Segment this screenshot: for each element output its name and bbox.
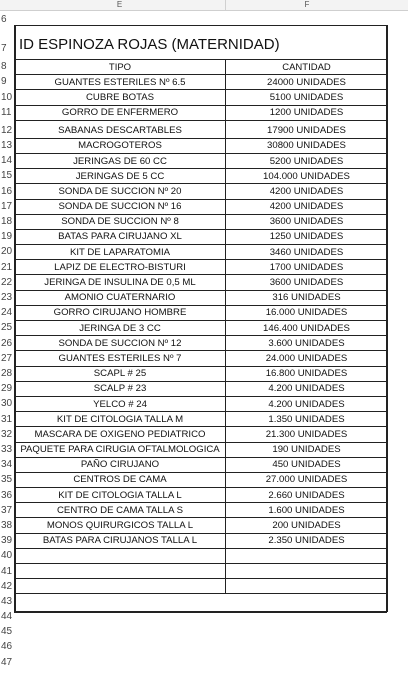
row-number[interactable]: 25 — [1, 322, 13, 334]
data-table — [14, 59, 388, 594]
cell-tipo[interactable]: SCAPL # 25 — [15, 366, 226, 381]
table-row — [15, 548, 388, 563]
cell-cantidad[interactable]: 450 UNIDADES — [226, 457, 388, 472]
cell-tipo[interactable]: PAQUETE PARA CIRUGIA OFTALMOLOGICA — [15, 442, 226, 457]
table-row — [15, 290, 388, 305]
cell-cantidad[interactable]: 5100 UNIDADES — [226, 90, 388, 105]
cell-tipo[interactable]: SONDA DE SUCCION Nº 20 — [15, 184, 226, 199]
table-row — [15, 75, 388, 90]
cell-tipo[interactable]: SABANAS DESCARTABLES — [15, 120, 226, 138]
row-number[interactable]: 15 — [1, 170, 13, 182]
row-number[interactable]: 23 — [1, 292, 13, 303]
header-tipo[interactable]: TIPO — [15, 60, 226, 75]
row-number[interactable]: 34 — [1, 459, 13, 471]
row-number[interactable]: 24 — [1, 307, 13, 319]
table-row — [15, 120, 388, 138]
row-number[interactable]: 30 — [1, 398, 13, 410]
row-number[interactable]: 44 — [1, 611, 13, 622]
cell-cantidad[interactable]: 190 UNIDADES — [226, 442, 388, 457]
cell-cantidad[interactable]: 1.350 UNIDADES — [226, 412, 388, 427]
cell-tipo[interactable] — [15, 579, 226, 594]
sheet-title: ID ESPINOZA ROJAS (MATERNIDAD) — [19, 36, 280, 53]
cell-tipo[interactable]: JERINGA DE 3 CC — [15, 321, 226, 336]
cell-tipo[interactable]: YELCO # 24 — [15, 396, 226, 411]
row-number[interactable]: 33 — [1, 444, 13, 455]
cell-tipo[interactable]: SONDA DE SUCCION Nº 16 — [15, 199, 226, 214]
cell-cantidad[interactable]: 16.000 UNIDADES — [226, 305, 388, 320]
table-row — [15, 396, 388, 411]
row-number[interactable]: 40 — [1, 550, 13, 562]
row-number[interactable]: 17 — [1, 200, 13, 212]
cell-tipo[interactable]: BATAS PARA CIRUJANOS TALLA L — [15, 533, 226, 548]
cell-cantidad[interactable]: 1.600 UNIDADES — [226, 503, 388, 518]
cell-cantidad[interactable]: 104.000 UNIDADES — [226, 169, 388, 184]
cell-cantidad[interactable]: 21.300 UNIDADES — [226, 427, 388, 442]
cell-tipo[interactable]: SONDA DE SUCCION Nº 12 — [15, 336, 226, 351]
cell-cantidad[interactable]: 316 UNIDADES — [226, 290, 388, 305]
cell-cantidad[interactable]: 3600 UNIDADES — [226, 214, 388, 229]
cell-tipo[interactable]: JERINGA DE INSULINA DE 0,5 ML — [15, 275, 226, 290]
cell-cantidad[interactable]: 3.600 UNIDADES — [226, 336, 388, 351]
table-row — [15, 214, 388, 229]
table-row — [15, 503, 388, 518]
cell-cantidad[interactable]: 1250 UNIDADES — [226, 229, 388, 244]
cell-cantidad[interactable]: 3600 UNIDADES — [226, 275, 388, 290]
cell-tipo[interactable]: CUBRE BOTAS — [15, 90, 226, 105]
table-row — [15, 533, 388, 548]
table-row — [15, 245, 388, 260]
cell-tipo[interactable]: KIT DE CITOLOGIA TALLA M — [15, 412, 226, 427]
cell-tipo[interactable]: KIT DE CITOLOGIA TALLA L — [15, 488, 226, 503]
table-row — [15, 229, 388, 244]
cell-cantidad[interactable]: 4200 UNIDADES — [226, 199, 388, 214]
cell-cantidad[interactable]: 16.800 UNIDADES — [226, 366, 388, 381]
table-header-row — [15, 60, 388, 75]
cell-tipo[interactable]: KIT DE LAPARATOMIA — [15, 245, 226, 260]
column-header-bar — [0, 0, 408, 11]
row-number[interactable]: 45 — [1, 626, 13, 638]
table-row — [15, 366, 388, 381]
row-number[interactable]: 20 — [1, 246, 13, 258]
cell-cantidad[interactable]: 146.400 UNIDADES — [226, 321, 388, 336]
cell-cantidad[interactable] — [226, 548, 388, 563]
cell-tipo[interactable]: SONDA DE SUCCION Nº 8 — [15, 214, 226, 229]
row-number[interactable]: 27 — [1, 352, 13, 364]
table-row — [15, 427, 388, 442]
table-row — [15, 153, 388, 168]
cell-tipo[interactable]: GORRO DE ENFERMERO — [15, 105, 226, 120]
row-number[interactable]: 31 — [1, 413, 13, 425]
row-number[interactable]: 29 — [1, 383, 13, 395]
table-row — [15, 336, 388, 351]
row-number[interactable]: 22 — [1, 276, 13, 288]
cell-tipo[interactable]: GORRO CIRUJANO HOMBRE — [15, 305, 226, 320]
title-cell[interactable] — [14, 25, 387, 59]
cell-tipo[interactable]: AMONIO CUATERNARIO — [15, 290, 226, 305]
cell-cantidad[interactable]: 4.200 UNIDADES — [226, 396, 388, 411]
cell-cantidad[interactable]: 2.350 UNIDADES — [226, 533, 388, 548]
table-row — [15, 488, 388, 503]
row-number[interactable]: 35 — [1, 474, 13, 486]
row-number[interactable]: 7 — [1, 43, 7, 54]
row-number[interactable]: 21 — [1, 261, 13, 273]
table-row — [15, 275, 388, 290]
table-row — [15, 457, 388, 472]
table-row — [15, 564, 388, 579]
table-row — [15, 184, 388, 199]
row-number[interactable]: 41 — [1, 565, 13, 577]
row-number[interactable]: 37 — [1, 504, 13, 516]
table-row — [15, 90, 388, 105]
row-number[interactable]: 28 — [1, 368, 13, 379]
cell-tipo[interactable]: SCALP # 23 — [15, 381, 226, 396]
cell-tipo[interactable]: BATAS PARA CIRUJANO XL — [15, 229, 226, 244]
table-row — [15, 579, 388, 594]
cell-tipo[interactable]: MASCARA DE OXIGENO PEDIATRICO — [15, 427, 226, 442]
cell-tipo[interactable]: GUANTES ESTERILES Nº 7 — [15, 351, 226, 366]
cell-tipo[interactable]: MONOS QUIRURGICOS TALLA L — [15, 518, 226, 533]
row-number[interactable]: 32 — [1, 428, 13, 440]
cell-cantidad[interactable] — [226, 579, 388, 594]
row-number[interactable]: 26 — [1, 337, 13, 349]
table-row — [15, 442, 388, 457]
table-border-bottom — [14, 611, 387, 613]
cell-tipo[interactable] — [15, 564, 226, 579]
row-number[interactable]: 10 — [1, 91, 13, 103]
cell-tipo[interactable]: JERINGAS DE 5 CC — [15, 169, 226, 184]
cell-cantidad[interactable]: 30800 UNIDADES — [226, 138, 388, 153]
row-number[interactable]: 47 — [1, 656, 13, 668]
cell-tipo[interactable]: MACROGOTEROS — [15, 138, 226, 153]
cell-tipo[interactable]: CENTRO DE CAMA TALLA S — [15, 503, 226, 518]
row-number[interactable]: 14 — [1, 155, 13, 167]
cell-cantidad[interactable]: 4.200 UNIDADES — [226, 381, 388, 396]
table-row — [15, 472, 388, 487]
row-number[interactable]: 19 — [1, 231, 13, 243]
cell-cantidad[interactable]: 4200 UNIDADES — [226, 184, 388, 199]
header-cantidad[interactable]: CANTIDAD — [226, 60, 388, 75]
table-row — [15, 351, 388, 366]
table-row — [15, 381, 388, 396]
row-number[interactable]: 11 — [1, 106, 12, 118]
cell-tipo[interactable] — [15, 548, 226, 563]
row-number[interactable]: 6 — [1, 14, 7, 25]
row-number[interactable]: 9 — [1, 76, 7, 88]
row-number[interactable]: 36 — [1, 489, 13, 501]
table-row — [15, 412, 388, 427]
cell-cantidad[interactable]: 5200 UNIDADES — [226, 153, 388, 168]
row-number[interactable]: 16 — [1, 185, 13, 197]
cell-tipo[interactable]: GUANTES ESTERILES Nº 6.5 — [15, 75, 226, 90]
row-number[interactable]: 18 — [1, 216, 13, 227]
cell-cantidad[interactable]: 27.000 UNIDADES — [226, 472, 388, 487]
cell-cantidad[interactable]: 1200 UNIDADES — [226, 105, 388, 120]
row-number[interactable]: 43 — [1, 595, 13, 607]
row-number[interactable]: 46 — [1, 641, 13, 653]
row-number[interactable]: 12 — [1, 124, 13, 136]
cell-cantidad[interactable]: 2.660 UNIDADES — [226, 488, 388, 503]
cell-tipo[interactable]: PAÑO CIRUJANO — [15, 457, 226, 472]
cell-cantidad[interactable]: 3460 UNIDADES — [226, 245, 388, 260]
table-row — [15, 305, 388, 320]
cell-cantidad[interactable]: 200 UNIDADES — [226, 518, 388, 533]
table-row — [15, 105, 388, 120]
table-row — [15, 199, 388, 214]
row-number[interactable]: 13 — [1, 140, 13, 151]
cell-tipo[interactable]: JERINGAS DE 60 CC — [15, 153, 226, 168]
table-row — [15, 169, 388, 184]
cell-cantidad[interactable]: 1700 UNIDADES — [226, 260, 388, 275]
column-header-f[interactable]: F — [304, 0, 310, 9]
row-number[interactable]: 8 — [1, 61, 7, 73]
table-row — [15, 260, 388, 275]
cell-cantidad[interactable]: 24.000 UNIDADES — [226, 351, 388, 366]
row-number[interactable]: 42 — [1, 580, 13, 592]
table-row — [15, 138, 388, 153]
cell-tipo[interactable]: CENTROS DE CAMA — [15, 472, 226, 487]
table-row — [15, 518, 388, 533]
row-number[interactable]: 38 — [1, 520, 13, 531]
row-number[interactable]: 39 — [1, 535, 13, 547]
column-header-e[interactable]: E — [116, 0, 123, 9]
cell-cantidad[interactable]: 24000 UNIDADES — [226, 75, 388, 90]
cell-cantidad[interactable]: 17900 UNIDADES — [226, 120, 388, 138]
cell-tipo[interactable]: LAPIZ DE ELECTRO-BISTURI — [15, 260, 226, 275]
table-row — [15, 321, 388, 336]
cell-cantidad[interactable] — [226, 564, 388, 579]
